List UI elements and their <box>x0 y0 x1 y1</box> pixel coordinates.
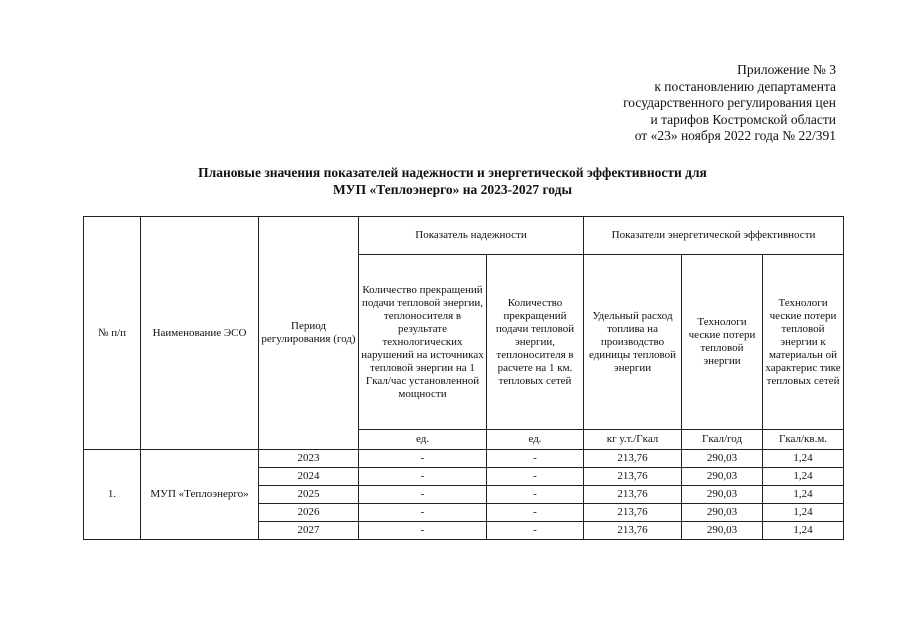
cell-c2: - <box>487 468 584 486</box>
cell-c5: 1,24 <box>763 504 844 522</box>
cell-c1: - <box>359 486 487 504</box>
cell-c2: - <box>487 450 584 468</box>
cell-c1: - <box>359 450 487 468</box>
cell-c3: 213,76 <box>584 504 682 522</box>
cell-c3: 213,76 <box>584 486 682 504</box>
appendix-line: государственного регулирования цен <box>623 95 836 110</box>
cell-year: 2025 <box>259 486 359 504</box>
header-num: № п/п <box>84 217 141 450</box>
cell-c4: 290,03 <box>682 504 763 522</box>
header-efficiency-group: Показатели энергетической эффективности <box>584 217 844 255</box>
title-line-1: Плановые значения показателей надежности и энергетической эффективности для <box>198 165 707 180</box>
header-row-1 <box>84 217 844 255</box>
appendix-line: и тарифов Костромской области <box>650 111 836 127</box>
appendix-line: Приложение № 3 <box>737 62 836 77</box>
header-period: Период регулирования (год) <box>259 217 359 450</box>
unit-col4: Гкал/год <box>682 430 763 450</box>
org-name: МУП «Теплоэнерго» <box>141 450 259 540</box>
header-col5: Технологи ческие потери тепловой энергии к материальн ой характерис тике тепловых сетей <box>763 255 844 430</box>
unit-col3: кг у.т./Гкал <box>584 430 682 450</box>
header-col1: Количество прекращений подачи тепловой энергии, теплоносителя в результате технологических нарушений на источниках тепловой энергии на 1 Гкал/час установленной мощности <box>359 255 487 430</box>
cell-c4: 290,03 <box>682 486 763 504</box>
unit-col2: ед. <box>487 430 584 450</box>
cell-year: 2027 <box>259 522 359 540</box>
header-col4: Технологи ческие потери тепловой энергии <box>682 255 763 430</box>
cell-c4: 290,03 <box>682 450 763 468</box>
cell-c5: 1,24 <box>763 468 844 486</box>
table-row <box>84 450 844 468</box>
header-col2: Количество прекращений подачи тепловой энергии, теплоносителя в расчете на 1 км. тепловых сетей <box>487 255 584 430</box>
title-line-2: МУП «Теплоэнерго» на 2023-2027 годы <box>332 181 573 197</box>
cell-c3: 213,76 <box>584 522 682 540</box>
cell-c1: - <box>359 522 487 540</box>
cell-c2: - <box>487 504 584 522</box>
cell-c1: - <box>359 504 487 522</box>
cell-year: 2023 <box>259 450 359 468</box>
cell-c3: 213,76 <box>584 450 682 468</box>
appendix-line: от «23» ноября 2022 года № 22/391 <box>634 128 836 143</box>
header-col3: Удельный расход топлива на производство единицы тепловой энергии <box>584 255 682 430</box>
cell-c4: 290,03 <box>682 468 763 486</box>
cell-c2: - <box>487 486 584 504</box>
unit-col1: ед. <box>359 430 487 450</box>
document-title <box>0 165 905 198</box>
cell-c4: 290,03 <box>682 522 763 540</box>
cell-c5: 1,24 <box>763 522 844 540</box>
indicators-table <box>83 216 844 540</box>
cell-year: 2024 <box>259 468 359 486</box>
cell-c2: - <box>487 522 584 540</box>
cell-c3: 213,76 <box>584 468 682 486</box>
appendix-block <box>623 62 836 145</box>
cell-c5: 1,24 <box>763 486 844 504</box>
header-eso: Наименование ЭСО <box>141 217 259 450</box>
cell-year: 2026 <box>259 504 359 522</box>
appendix-line: к постановлению департамента <box>654 78 836 94</box>
cell-c5: 1,24 <box>763 450 844 468</box>
header-reliability-group: Показатель надежности <box>359 217 584 255</box>
cell-c1: - <box>359 468 487 486</box>
org-num: 1. <box>84 450 141 540</box>
unit-col5: Гкал/кв.м. <box>763 430 844 450</box>
